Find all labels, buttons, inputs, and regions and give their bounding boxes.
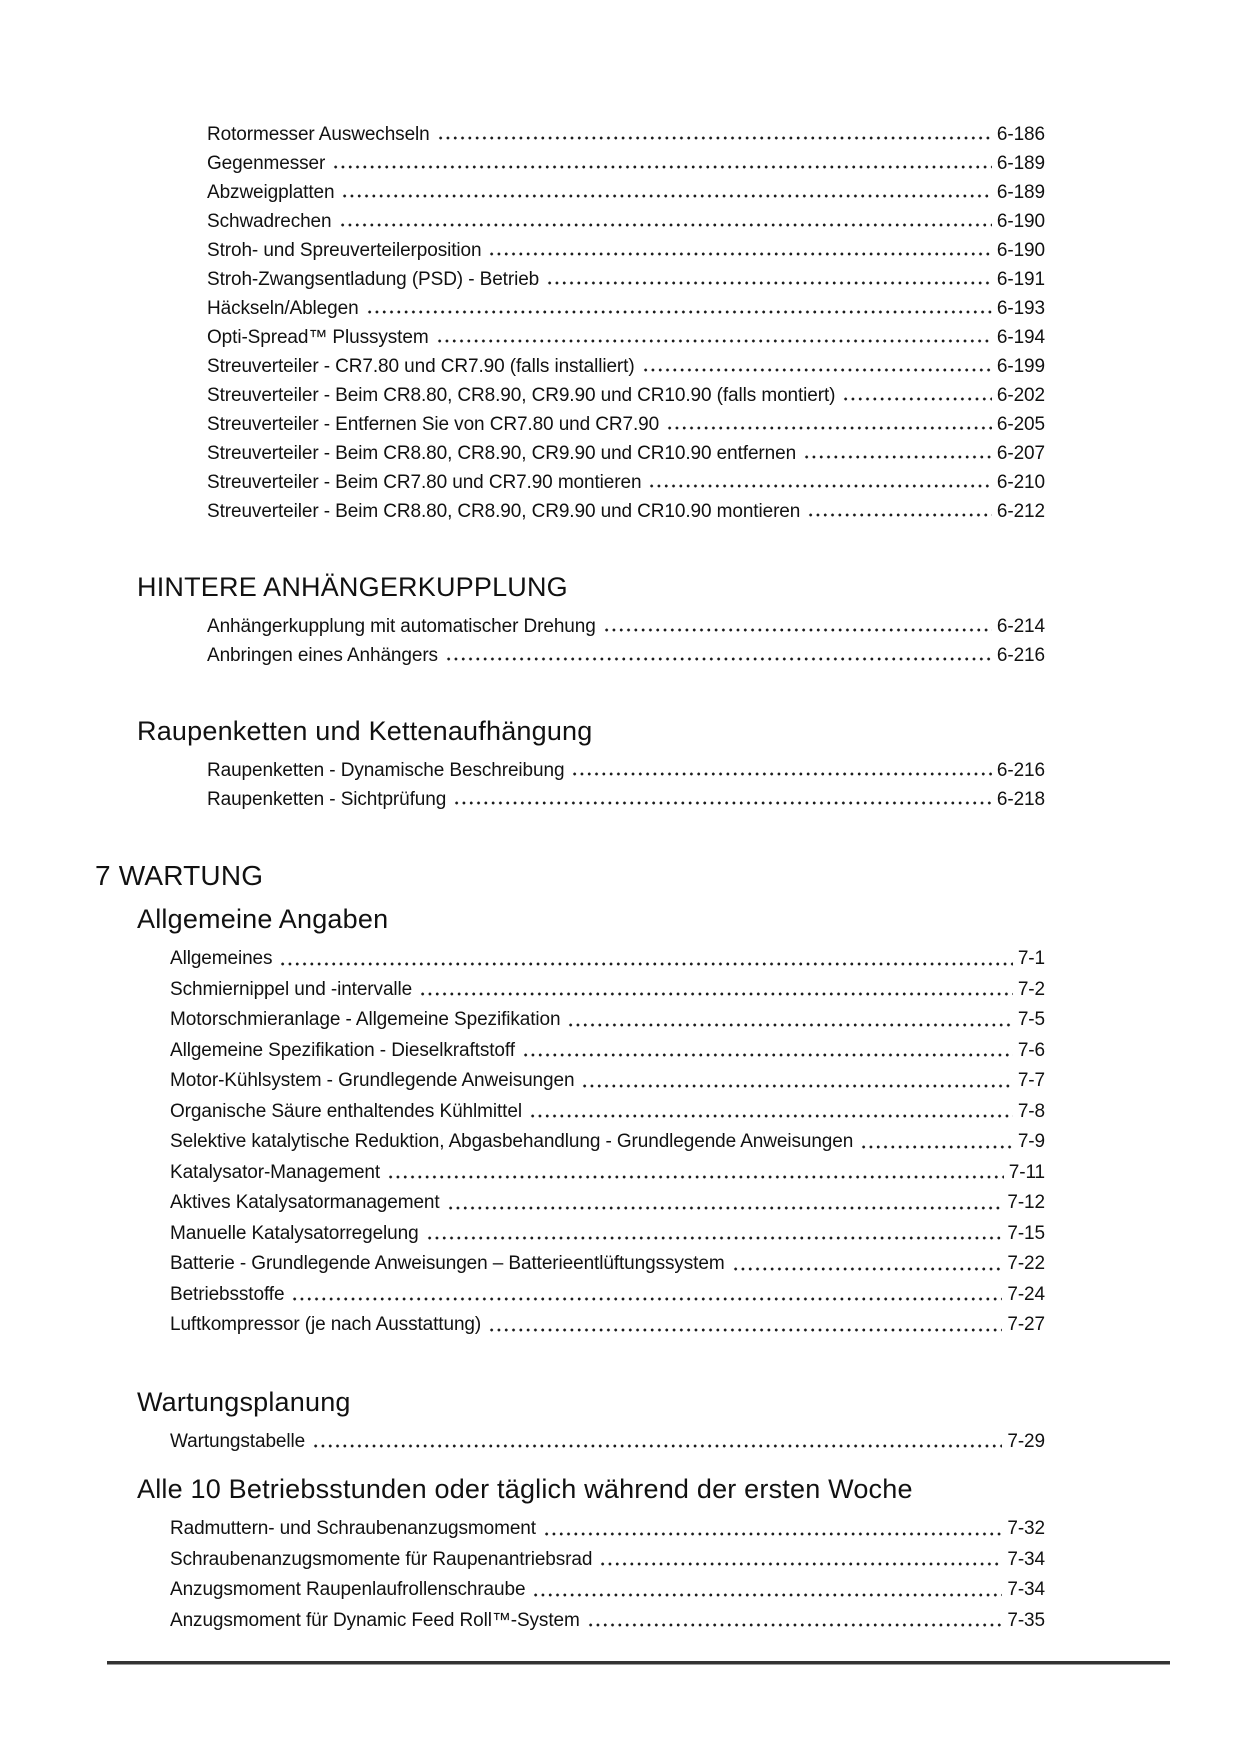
toc-entry [95, 1158, 1045, 1189]
toc-entry-page-number: 6-202 [996, 385, 1045, 406]
toc-entry-page-number: 6-193 [996, 298, 1045, 319]
toc-entry-page-number: 6-190 [996, 240, 1045, 261]
toc-entries-block [95, 120, 1045, 526]
dot-leader [567, 1022, 1012, 1028]
dot-leader [581, 1083, 1012, 1089]
toc-entry [95, 1219, 1045, 1250]
toc-entry [95, 944, 1045, 975]
toc-entry-page-number: 7-15 [1007, 1222, 1045, 1244]
dot-leader [532, 1592, 1002, 1598]
toc-entry-label: Streuverteiler - Beim CR7.80 und CR7.90 montieren [207, 472, 642, 493]
dot-leader [312, 1443, 1002, 1449]
toc-entry [95, 1188, 1045, 1219]
toc-entry-label: Anzugsmoment Raupenlaufrollenschraube [170, 1579, 526, 1600]
dot-leader [860, 1144, 1013, 1150]
toc-entry [95, 1606, 1045, 1637]
toc-entry [95, 294, 1045, 323]
toc-entries-block [95, 612, 1045, 670]
toc-entry-label: Motor-Kühlsystem - Grundlegende Anweisungen [170, 1070, 575, 1091]
toc-entry-page-number: 7-24 [1007, 1283, 1045, 1305]
dot-leader [387, 1174, 1004, 1180]
toc-entry [95, 265, 1045, 294]
dot-leader [332, 164, 992, 170]
toc-entry-label: Rotormesser Auswechseln [207, 124, 430, 145]
dot-leader [543, 1531, 1002, 1537]
dot-leader [436, 338, 992, 344]
dot-leader [666, 425, 992, 431]
toc-entry [95, 1097, 1045, 1128]
toc-entry-page-number: 6-216 [996, 760, 1045, 781]
dot-leader [803, 454, 992, 460]
toc-entry-label: Wartungstabelle [170, 1430, 306, 1452]
toc-entry-label: Gegenmesser [207, 153, 326, 174]
toc-entry-label: Allgemeines [170, 948, 273, 969]
dot-leader [453, 800, 992, 806]
toc-entry [95, 149, 1045, 178]
section-title: Raupenketten und Kettenaufhängung [137, 716, 593, 746]
toc-entry [95, 1249, 1045, 1280]
toc-entry [95, 381, 1045, 410]
toc-entry-label: Betriebsstoffe [170, 1283, 285, 1305]
toc-entry-page-number: 7-8 [1017, 1100, 1045, 1122]
toc-entry-label: Manuelle Katalysatorregelung [170, 1222, 419, 1244]
dot-leader [279, 961, 1012, 967]
toc-entry-page-number: 6-205 [996, 414, 1045, 435]
dot-leader [366, 309, 992, 315]
toc-entry [95, 1310, 1045, 1341]
toc-entry-label: Selektive katalytische Reduktion, Abgasbehandlung - Grundlegende Anweisungen [170, 1131, 854, 1152]
dot-leader [842, 396, 991, 402]
toc-entry [95, 612, 1045, 641]
dot-leader [488, 251, 991, 257]
toc-entry-page-number: 7-1 [1017, 948, 1045, 969]
toc-entry-page-number: 6-199 [996, 356, 1045, 377]
toc-entry-page-number: 7-34 [1007, 1548, 1045, 1570]
toc-entry-label: Schwadrechen [207, 211, 332, 232]
dot-leader [426, 1235, 1003, 1241]
toc-entry [95, 410, 1045, 439]
toc-entries-block [95, 1514, 1045, 1636]
dot-leader [445, 656, 992, 662]
section-title: HINTERE ANHÄNGERKUPPLUNG [137, 572, 568, 602]
toc-entry [95, 1280, 1045, 1311]
toc-entry-label: Anhängerkupplung mit automatischer Drehung [207, 616, 596, 637]
dot-leader [603, 627, 992, 633]
toc-entry-label: Streuverteiler - Beim CR8.80, CR8.90, CR9.90 und CR10.90 entfernen [207, 443, 797, 464]
toc-entry-page-number: 7-7 [1017, 1070, 1045, 1091]
dot-leader [447, 1205, 1003, 1211]
toc-entry-label: Batterie - Grundlegende Anweisungen – Batterieentlüftungssystem [170, 1253, 725, 1274]
dot-leader [419, 991, 1013, 997]
toc-entry-label: Streuverteiler - Beim CR8.80, CR8.90, CR9.90 und CR10.90 montieren [207, 501, 801, 522]
toc-entry [95, 439, 1045, 468]
toc-entry-page-number: 7-11 [1008, 1161, 1045, 1183]
toc-entry-label: Katalysator-Management [170, 1161, 381, 1183]
dot-leader [642, 367, 992, 373]
toc-entry-page-number: 6-189 [996, 153, 1045, 174]
dot-leader [488, 1327, 1002, 1333]
dot-leader [546, 280, 992, 286]
toc-entry-label: Streuverteiler - CR7.80 und CR7.90 (falls installiert) [207, 356, 635, 377]
toc-entry-label: Streuverteiler - Beim CR8.80, CR8.90, CR9.90 und CR10.90 (falls montiert) [207, 385, 836, 406]
toc-entry-label: Radmuttern- und Schraubenanzugsmoment [170, 1518, 536, 1539]
toc-entry [95, 1066, 1045, 1097]
toc-entry-label: Raupenketten - Sichtprüfung [207, 789, 447, 810]
toc-entry-label: Abzweigplatten [207, 182, 335, 203]
toc-entry-page-number: 7-22 [1007, 1253, 1045, 1274]
dot-leader [807, 512, 992, 518]
toc-entry-page-number: 6-212 [996, 501, 1045, 522]
toc-entry [95, 785, 1045, 814]
toc-entry-label: Opti-Spread™ Plussystem [207, 327, 429, 348]
toc-entry [95, 323, 1045, 352]
toc-entry-page-number: 6-216 [996, 645, 1045, 666]
toc-entry [95, 1005, 1045, 1036]
toc-entry-label: Organische Säure enthaltendes Kühlmittel [170, 1100, 522, 1122]
toc-entry-page-number: 7-12 [1007, 1192, 1045, 1213]
toc-entry-page-number: 6-214 [996, 616, 1045, 637]
toc-entry-page-number: 7-34 [1007, 1579, 1045, 1600]
dot-leader [599, 1561, 1002, 1567]
toc-entry-page-number: 7-9 [1017, 1131, 1045, 1152]
toc-entry-label: Aktives Katalysatormanagement [170, 1192, 440, 1213]
toc-entry-label: Schraubenanzugsmomente für Raupenantriebsrad [170, 1548, 593, 1570]
dot-leader [341, 193, 991, 199]
dot-leader [339, 222, 992, 228]
toc-entry [95, 1514, 1045, 1545]
toc-entry-page-number: 7-6 [1017, 1039, 1045, 1061]
toc-entry [95, 236, 1045, 265]
toc-entry [95, 497, 1045, 526]
toc-entry [95, 1575, 1045, 1606]
toc-entry-page-number: 7-5 [1017, 1009, 1045, 1030]
toc-entry-label: Schmiernippel und -intervalle [170, 978, 413, 1000]
toc-entry-label: Motorschmieranlage - Allgemeine Spezifikation [170, 1009, 561, 1030]
toc-entry-page-number: 7-27 [1007, 1314, 1045, 1335]
footer-rule [107, 1661, 1170, 1665]
section-title: Allgemeine Angaben [137, 904, 389, 934]
toc-entries-block [95, 756, 1045, 814]
toc-entry [95, 352, 1045, 381]
toc-entry-label: Häckseln/Ablegen [207, 298, 359, 319]
toc-entry [95, 1545, 1045, 1576]
toc-entry-page-number: 7-2 [1017, 978, 1045, 1000]
toc-entry-page-number: 6-210 [996, 472, 1045, 493]
toc-entry-page-number: 6-186 [996, 124, 1045, 145]
dot-leader [732, 1266, 1003, 1272]
toc-entry-page-number: 6-218 [996, 789, 1045, 810]
toc-content [95, 108, 1045, 1665]
toc-entries-block [95, 1427, 1045, 1458]
toc-entry [95, 756, 1045, 785]
toc-entry-page-number: 7-29 [1007, 1430, 1045, 1452]
section-title: Alle 10 Betriebsstunden oder täglich während der ersten Woche [137, 1474, 913, 1504]
toc-entry-page-number: 6-190 [996, 211, 1045, 232]
dot-leader [571, 771, 991, 777]
toc-entry-label: Allgemeine Spezifikation - Dieselkraftstoff [170, 1039, 515, 1061]
dot-leader [437, 135, 992, 141]
toc-entry [95, 975, 1045, 1006]
toc-entry-page-number: 6-194 [996, 327, 1045, 348]
toc-entry-label: Anbringen eines Anhängers [207, 645, 438, 666]
dot-leader [648, 483, 991, 489]
toc-entry-label: Raupenketten - Dynamische Beschreibung [207, 760, 565, 781]
dot-leader [587, 1622, 1003, 1628]
toc-entry-label: Luftkompressor (je nach Ausstattung) [170, 1314, 482, 1335]
toc-entry-label: Streuverteiler - Entfernen Sie von CR7.80 und CR7.90 [207, 414, 660, 435]
toc-entry [95, 468, 1045, 497]
toc-entries-block [95, 944, 1045, 1341]
toc-entry-label: Stroh- und Spreuverteilerposition [207, 240, 482, 261]
toc-entry-page-number: 7-35 [1007, 1609, 1045, 1631]
toc-entry [95, 178, 1045, 207]
dot-leader [522, 1052, 1013, 1058]
toc-entry-label: Stroh-Zwangsentladung (PSD) - Betrieb [207, 269, 540, 290]
toc-entry [95, 1036, 1045, 1067]
toc-entry [95, 120, 1045, 149]
chapter-title: 7 WARTUNG [95, 860, 264, 891]
section-title: Wartungsplanung [137, 1386, 351, 1417]
toc-entry [95, 641, 1045, 670]
toc-entry [95, 1427, 1045, 1458]
toc-entry [95, 1127, 1045, 1158]
toc-entry-label: Anzugsmoment für Dynamic Feed Roll™-System [170, 1609, 580, 1631]
dot-leader [291, 1296, 1002, 1302]
toc-entry [95, 207, 1045, 236]
dot-leader [529, 1113, 1013, 1119]
toc-entry-page-number: 7-32 [1007, 1518, 1045, 1539]
toc-entry-page-number: 6-191 [996, 269, 1045, 290]
toc-entry-page-number: 6-189 [996, 182, 1045, 203]
toc-entry-page-number: 6-207 [996, 443, 1045, 464]
